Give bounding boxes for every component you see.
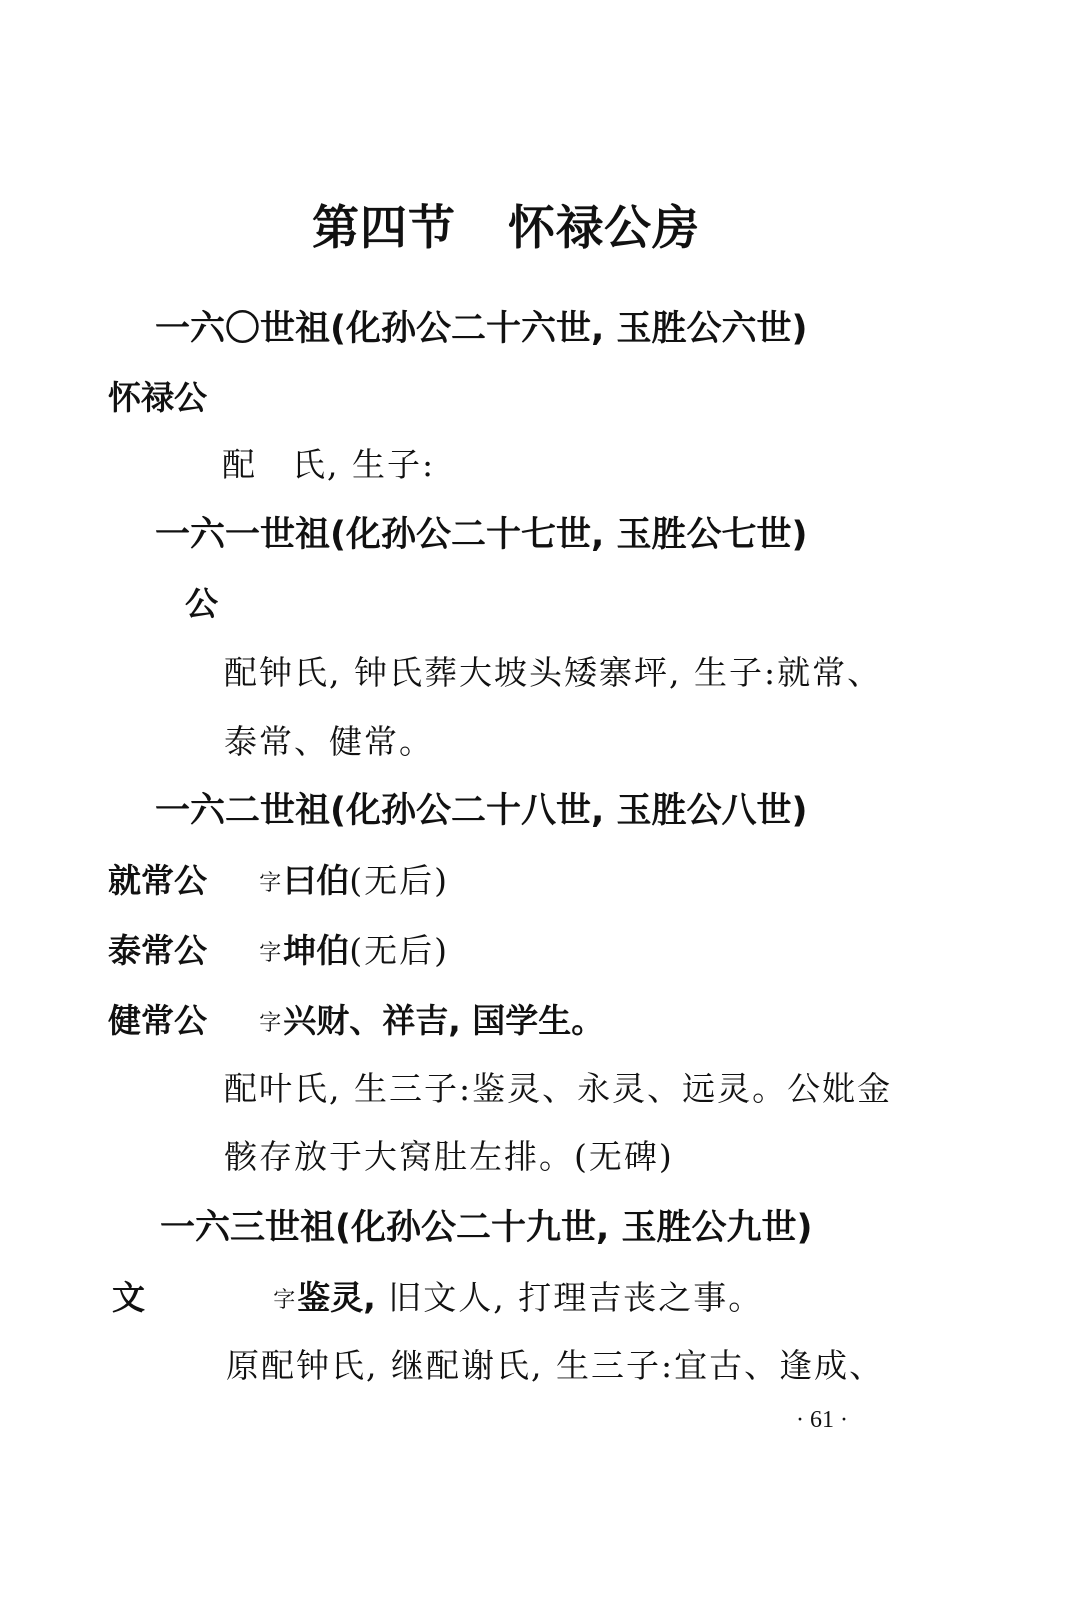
person-description: 旧文人, 打理吉丧之事。 [375, 1278, 764, 1317]
spouse-line-161-a: 配钟氏, 钟氏葬大坡头矮寨坪, 生子:就常、 [224, 653, 883, 692]
person-note: (无后) [349, 861, 449, 900]
courtesy-name: 鉴灵, [297, 1278, 376, 1317]
person-name: 健常公 [108, 1001, 207, 1040]
courtesy-label: 字 [259, 1011, 282, 1036]
ancestor-name-gong: 公 [185, 584, 218, 623]
courtesy-label: 字 [273, 1288, 296, 1313]
person-name: 文 [112, 1278, 145, 1317]
ancestor-name-huailu: 怀禄公 [108, 378, 207, 417]
person-note: (无后) [349, 931, 449, 970]
generation-heading-161: 一六一世祖(化孙公二十七世, 玉胜公七世) [155, 515, 808, 555]
generation-heading-160: 一六〇世祖(化孙公二十六世, 玉胜公六世) [155, 309, 808, 349]
person-entry-wen [112, 1278, 764, 1317]
courtesy-name: 兴财、祥吉, 国学生。 [283, 1001, 605, 1040]
courtesy-name: 坤伯 [283, 931, 350, 970]
section-title [312, 201, 700, 256]
person-name: 就常公 [108, 861, 207, 900]
spouse-line-163-a: 原配钟氏, 继配谢氏, 生三子:宜古、逢成、 [226, 1346, 885, 1385]
person-entry-jiuchang [108, 861, 449, 900]
courtesy-label: 字 [259, 871, 282, 896]
person-name: 泰常公 [108, 931, 207, 970]
person-entry-jianchang [108, 1001, 605, 1040]
courtesy-name: 曰伯 [283, 861, 350, 900]
section-name: 怀禄公房 [508, 201, 700, 256]
generation-heading-163: 一六三世祖(化孙公二十九世, 玉胜公九世) [160, 1208, 813, 1248]
person-entry-taichang [108, 931, 449, 970]
page-number: · 61 · [796, 1407, 848, 1433]
spouse-line-161-b: 泰常、健常。 [224, 722, 434, 761]
section-number: 第四节 [312, 201, 456, 256]
generation-heading-162: 一六二世祖(化孙公二十八世, 玉胜公八世) [155, 791, 808, 831]
courtesy-label: 字 [259, 941, 282, 966]
spouse-line-160: 配 氏, 生子: [222, 445, 436, 484]
spouse-line-162-a: 配叶氏, 生三子:鉴灵、永灵、远灵。公妣金 [224, 1069, 893, 1108]
spouse-line-162-b: 骸存放于大窝肚左排。(无碑) [224, 1137, 674, 1176]
